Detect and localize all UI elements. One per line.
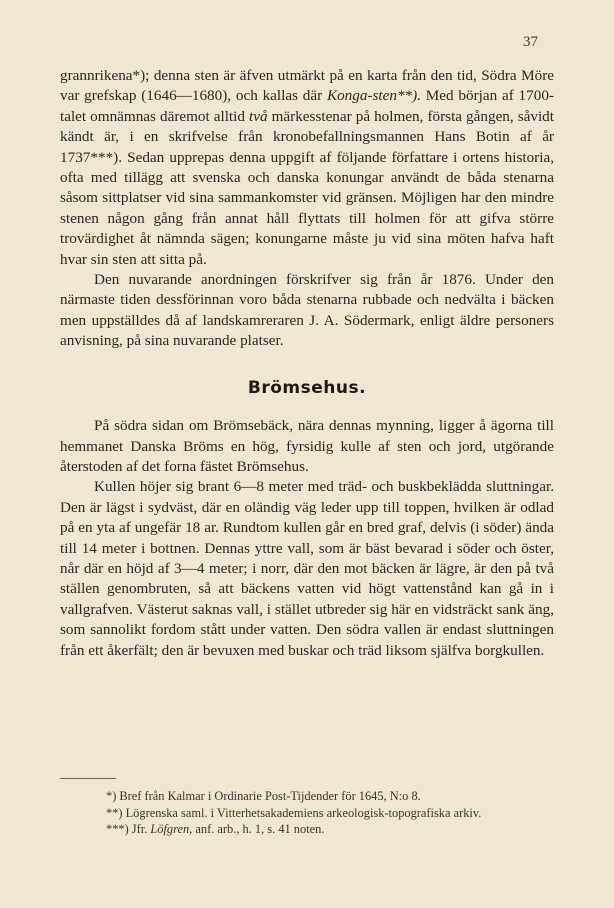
footnote-divider	[60, 778, 116, 779]
footnote-2: **) Lögrenska saml. i Vitterhetsakademiens arkeologisk-topografiska arkiv.	[106, 805, 482, 820]
footnote-1: *) Bref från Kalmar i Ordinarie Post-Tijdender för 1645, N:o 8.	[106, 789, 421, 803]
footnote-3: ***) Jfr. Löfgren, anf. arb., h. 1, s. 41 noten.	[106, 822, 325, 837]
paragraph-1: grannrikena*); denna sten är äfven utmärkt på en karta från den tid, Södra Möre var grefskap (1646—1680), och kallas där Konga-sten**). Med början af 1700-talet omnämnas däremot alltid två märkesstenar på holmen, första gången, såvidt kändt är, i en skrifvelse från kronobefallningsmannen Hans Botin af år 1737***). Sedan upprepas denna uppgift af följande författare i ortens historia, ofta med tillägg att svenska och danska konungar användt de båda stenarna såsom sittplatser vid sina sammankomster vid gränsen. Möjligen har den mindre stenen någon gång från annat håll flyttats till holmen för att gifva större trovärdighet åt nämnda sägen; konungarne måste ju vid sina möten hafva haft hvar sin sten att sitta på.	[60, 67, 554, 268]
footnotes	[60, 788, 554, 838]
paragraph-3: På södra sidan om Brömsebäck, nära dennas mynning, ligger å ägorna till hemmanet Danska Bröms en hög, fyrsidig kulle af sten och jord, utgörande återstoden af det forna fästet Brömsehus.	[60, 417, 554, 475]
paragraph-2: Den nuvarande anordningen förskrifver sig från år 1876. Under den närmaste tiden dessförinnan voro båda stenarna rubbade och nedvälta i bäcken men uppställdes då af landskamreraren J. A. Södermark, enligt äldre personers anvisning, på sina nuvarande platser.	[60, 271, 554, 350]
body-text	[60, 66, 554, 661]
section-heading: Brömsehus.	[247, 377, 367, 398]
paragraph-4: Kullen höjer sig brant 6—8 meter med träd- och buskbeklädda sluttningar. Den är lägst i sydväst, där en oländig väg leder upp till toppen, hvilken är odlad på en yta af ungefär 18 ar. Rundtom kullen går en bred graf, delvis (i söder) ända till 14 meter i bottnen. Dennas yttre vall, som är bäst bevarad i söder och öster, når där en höjd af 3—4 meter; i norr, där den mot bäcken är lägre, är den på två ställen genombruten, så att bäckens vatten vid högt vattenstånd kan gå in i vallgrafven. Västerut saknas vall, i stället utbreder sig här en vidsträckt sank äng, som sannolikt fordom stått under vatten. Den södra vallen är endast sluttningen från ett åkerfält; den är bevuxen med buskar och träd liksom själfva borgkullen.	[60, 478, 554, 659]
page-number: 37	[523, 34, 538, 50]
